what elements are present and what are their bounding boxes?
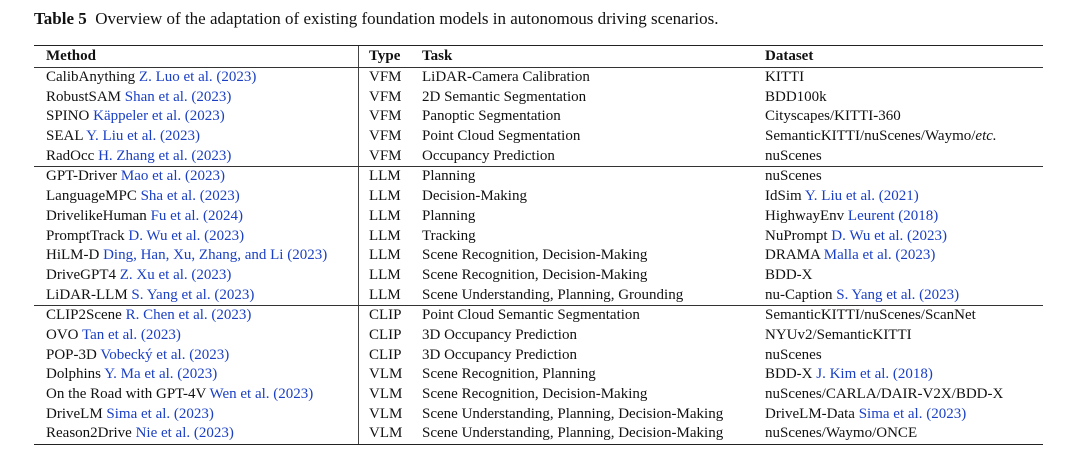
dataset-name: BDD-X [765,366,813,383]
method-name: DriveGPT4 [46,266,116,283]
table-row [34,68,1043,88]
table-bottom-rule [34,444,1043,445]
dataset-cell [765,306,1043,326]
table-row [34,306,1043,326]
type-cell: VFM [369,69,402,85]
method-cell [34,88,359,108]
table-row [34,346,1043,366]
dataset-cell [765,405,1043,425]
table-label: Table 5 [34,9,87,28]
type-cell: LLM [369,266,401,283]
task-cell: Decision-Making [422,188,527,205]
dataset-name: KITTI [765,69,805,85]
dataset-cell [765,266,1043,286]
type-cell: CLIP [369,326,402,343]
table-row [34,227,1043,247]
method-cell [34,107,359,127]
dataset-citation-link[interactable]: Sima et al. (2023) [858,405,967,422]
dataset-cell [765,107,1043,127]
task-cell: Planning [422,168,476,185]
method-name: PromptTrack [46,227,125,244]
type-cell: VFM [369,88,402,105]
header-type: Type [369,48,401,64]
table-body [34,68,1043,444]
table-row [34,207,1043,227]
dataset-cell [765,88,1043,108]
table-row [34,286,1043,306]
dataset-citation-link[interactable]: Malla et al. (2023) [823,247,936,264]
method-citation-link[interactable]: Sima et al. (2023) [106,405,214,422]
dataset-name: Cityscapes/KITTI-360 [765,108,901,125]
table-row [34,246,1043,266]
table-caption [34,9,718,29]
dataset-name: nuScenes [765,346,822,363]
method-citation-link[interactable]: R. Chen et al. (2023) [125,307,252,324]
method-citation-link[interactable]: Tan et al. (2023) [81,326,181,343]
method-citation-link[interactable]: Shan et al. (2023) [124,88,232,105]
task-cell: Scene Recognition, Decision-Making [422,266,648,283]
method-name: RadOcc [46,147,95,164]
type-cell: LLM [369,227,401,244]
method-cell [34,127,359,147]
dataset-cell [765,227,1043,247]
task-cell: Scene Recognition, Planning [422,366,596,383]
table-row [34,147,1043,167]
table-row [34,127,1043,147]
task-cell: Point Cloud Semantic Segmentation [422,307,640,324]
method-citation-link[interactable]: S. Yang et al. (2023) [131,286,255,303]
dataset-name: nuScenes [765,168,822,185]
dataset-name: nu-Caption [765,286,833,303]
table-row [34,88,1043,108]
task-cell: 3D Occupancy Prediction [422,346,577,363]
method-cell [34,68,359,88]
method-name: CalibAnything [46,69,136,85]
method-cell [34,405,359,425]
task-cell: Planning [422,207,476,224]
method-name: Reason2Drive [46,425,132,442]
method-citation-link[interactable]: Mao et al. (2023) [120,168,225,185]
dataset-name: nuScenes/CARLA/DAIR-V2X/BDD-X [765,386,1004,402]
method-cell [34,346,359,366]
table-caption-text: Overview of the adaptation of existing foundation models in autonomous driving scenarios. [95,9,719,28]
dataset-name: BDD-X [765,266,813,283]
type-cell: CLIP [369,307,402,324]
method-citation-link[interactable]: Käppeler et al. (2023) [93,108,225,125]
task-cell: 3D Occupancy Prediction [422,326,577,343]
type-cell: LLM [369,168,401,185]
foundation-models-table [34,45,1043,445]
table-row [34,385,1043,405]
dataset-cell [765,167,1043,187]
method-citation-link[interactable]: H. Zhang et al. (2023) [98,147,232,164]
method-name: POP-3D [46,346,97,363]
method-name: LiDAR-LLM [46,286,128,303]
table-row [34,266,1043,286]
task-cell: Point Cloud Segmentation [422,128,581,145]
table-row [34,167,1043,187]
header-task: Task [422,48,453,64]
method-cell [34,266,359,286]
dataset-name: NYUv2/SemanticKITTI [765,326,912,343]
dataset-cell [765,346,1043,366]
header-dataset: Dataset [765,48,814,64]
task-cell: Scene Understanding, Planning, Grounding [422,286,684,303]
dataset-name: SemanticKITTI/nuScenes/Waymo/ [765,128,976,145]
method-citation-link[interactable]: Y. Ma et al. (2023) [104,366,218,383]
type-cell: VLM [369,425,403,442]
type-cell: VLM [369,386,403,402]
dataset-name: IdSim [765,188,802,205]
dataset-citation-link[interactable]: Y. Liu et al. (2021) [804,188,919,205]
table-row [34,424,1043,444]
dataset-cell [765,326,1043,346]
dataset-name: DRAMA [765,247,821,264]
type-cell: LLM [369,207,401,224]
method-citation-link[interactable]: Z. Xu et al. (2023) [119,266,232,283]
task-cell: LiDAR-Camera Calibration [422,69,590,85]
method-citation-link[interactable]: D. Wu et al. (2023) [128,227,245,244]
method-name: RobustSAM [46,88,122,105]
dataset-cell [765,424,1043,444]
dataset-etc: etc. [975,128,997,145]
table-header-row [34,46,1043,67]
method-citation-link[interactable]: Z. Luo et al. (2023) [138,69,257,85]
dataset-name: nuScenes/Waymo/ONCE [765,425,918,442]
method-citation-link[interactable]: Fu et al. (2024) [150,207,244,224]
method-citation-link[interactable]: Ding, Han, Xu, Zhang, and Li (2023) [103,247,328,264]
dataset-cell [765,246,1043,266]
method-cell [34,227,359,247]
type-cell: VFM [369,147,402,164]
task-cell: Occupancy Prediction [422,147,555,164]
table-row [34,326,1043,346]
dataset-citation-link[interactable]: S. Yang et al. (2023) [836,286,960,303]
method-cell [34,167,359,187]
method-name: OVO [46,326,79,343]
method-citation-link[interactable]: Sha et al. (2023) [140,188,240,205]
dataset-name: BDD100k [765,88,827,105]
dataset-cell [765,147,1043,167]
table-row [34,107,1043,127]
dataset-citation-link[interactable]: Leurent (2018) [847,207,939,224]
method-cell [34,286,359,306]
type-cell: CLIP [369,346,402,363]
table-row [34,365,1043,385]
method-name: GPT-Driver [46,168,118,185]
dataset-cell [765,385,1043,405]
type-cell: VFM [369,128,402,145]
header-method: Method [34,46,359,67]
table-row [34,405,1043,425]
type-cell: LLM [369,286,401,303]
task-cell: Tracking [422,227,476,244]
type-cell: LLM [369,247,401,264]
method-name: HiLM-D [46,247,100,264]
method-cell [34,147,359,167]
task-cell: Panoptic Segmentation [422,108,561,125]
task-cell: Scene Recognition, Decision-Making [422,247,648,264]
method-citation-link[interactable]: Nie et al. (2023) [135,425,234,442]
method-name: Dolphins [46,366,102,383]
dataset-citation-link[interactable]: J. Kim et al. (2018) [816,366,933,383]
method-cell [34,246,359,266]
task-cell: Scene Recognition, Decision-Making [422,386,648,402]
dataset-name: nuScenes [765,147,822,164]
method-citation-link[interactable]: Vobecký et al. (2023) [100,346,230,363]
dataset-cell [765,286,1043,306]
dataset-cell [765,68,1043,88]
method-name: On the Road with GPT-4V [46,386,207,402]
dataset-cell [765,207,1043,227]
method-name: DriveLM [46,405,103,422]
method-name: LanguageMPC [46,188,137,205]
type-cell: VLM [369,366,403,383]
method-cell [34,326,359,346]
dataset-cell [765,365,1043,385]
type-cell: VLM [369,405,403,422]
dataset-name: HighwayEnv [765,207,845,224]
method-cell [34,306,359,326]
dataset-cell [765,187,1043,207]
method-name: SEAL [46,128,83,145]
method-name: DrivelikeHuman [46,207,147,224]
dataset-citation-link[interactable]: D. Wu et al. (2023) [831,227,948,244]
type-cell: VFM [369,108,402,125]
task-cell: Scene Understanding, Planning, Decision-Making [422,425,724,442]
method-name: SPINO [46,108,90,125]
method-citation-link[interactable]: Y. Liu et al. (2023) [86,128,201,145]
dataset-name: DriveLM-Data [765,405,855,422]
method-cell [34,385,359,405]
method-cell [34,207,359,227]
method-name: CLIP2Scene [46,307,122,324]
method-cell [34,424,359,444]
task-cell: 2D Semantic Segmentation [422,88,587,105]
method-cell [34,365,359,385]
table-row [34,187,1043,207]
type-cell: LLM [369,188,401,205]
dataset-cell [765,127,1043,147]
dataset-name: NuPrompt [765,227,828,244]
method-citation-link[interactable]: Wen et al. (2023) [209,386,314,402]
task-cell: Scene Understanding, Planning, Decision-Making [422,405,724,422]
dataset-name: SemanticKITTI/nuScenes/ScanNet [765,307,976,324]
method-cell [34,187,359,207]
